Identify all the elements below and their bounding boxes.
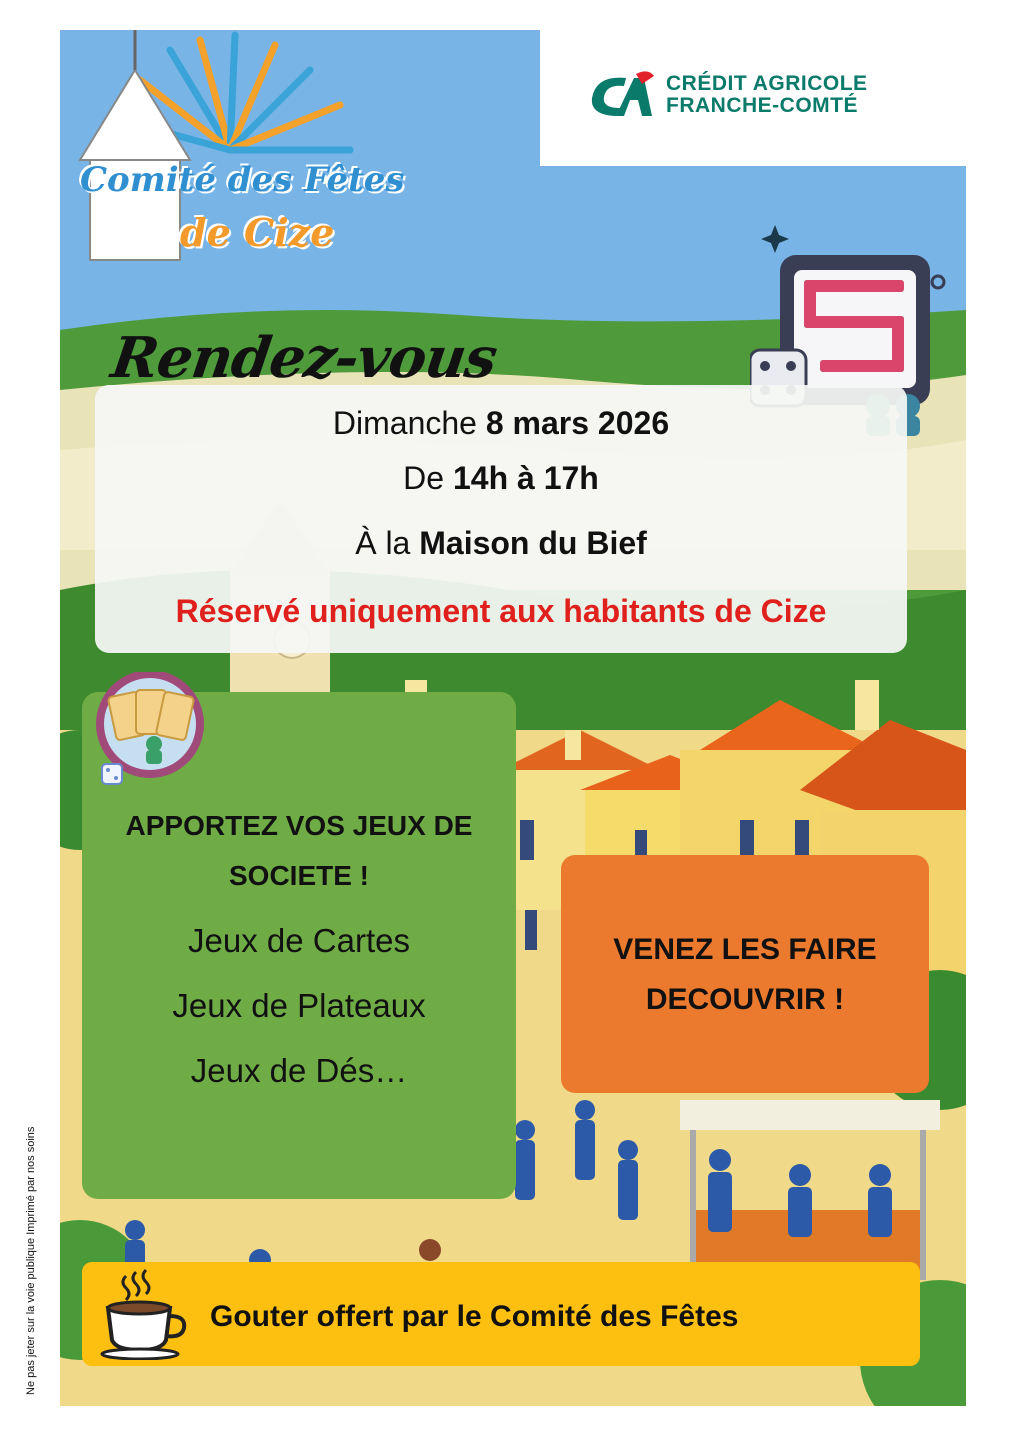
games-item-cards: Jeux de Cartes: [188, 922, 410, 959]
time-value: 14h à 17h: [452, 460, 599, 496]
footer-note: Ne pas jeter sur la voie publique Imprimé par nos soins: [25, 1126, 37, 1395]
discover-panel: [561, 855, 929, 1093]
games-heading-line2: SOCIETE !: [228, 860, 369, 891]
sponsor-name-line2: FRANCHE-COMTÉ: [666, 94, 858, 117]
date-prefix: Dimanche: [332, 405, 477, 441]
place-value: Maison du Bief: [419, 525, 647, 561]
sponsor-logo: [586, 70, 868, 120]
coffee-cup-icon: [100, 1268, 190, 1360]
time-prefix: De: [403, 460, 445, 496]
place-prefix: À la: [355, 525, 411, 561]
games-item-dice: Jeux de Dés…: [190, 1052, 408, 1089]
rendezvous-title: Rendez-vous: [107, 325, 501, 391]
logo-title-line2: de Cize: [180, 210, 335, 255]
snack-text: Gouter offert par le Comité des Fêtes: [210, 1300, 739, 1333]
discover-line1: VENEZ LES FAIRE: [613, 933, 877, 966]
sponsor-name-line1: CRÉDIT AGRICOLE: [666, 72, 868, 95]
restriction-notice: Réservé uniquement aux habitants de Cize: [175, 593, 827, 629]
dice-icon: [102, 764, 122, 784]
games-item-boards: Jeux de Plateaux: [172, 987, 426, 1024]
discover-line2: DECOUVRIR !: [645, 983, 845, 1016]
credit-agricole-logo-icon: [586, 70, 656, 120]
cards-icon: [92, 672, 208, 788]
event-date: [95, 405, 907, 442]
date-value: 8 mars 2026: [485, 405, 670, 441]
logo-title-line1: Comité des Fêtes: [80, 160, 405, 200]
event-time: [95, 460, 907, 497]
games-heading-line1: APPORTEZ VOS JEUX DE: [125, 810, 473, 841]
event-place: [95, 525, 907, 562]
